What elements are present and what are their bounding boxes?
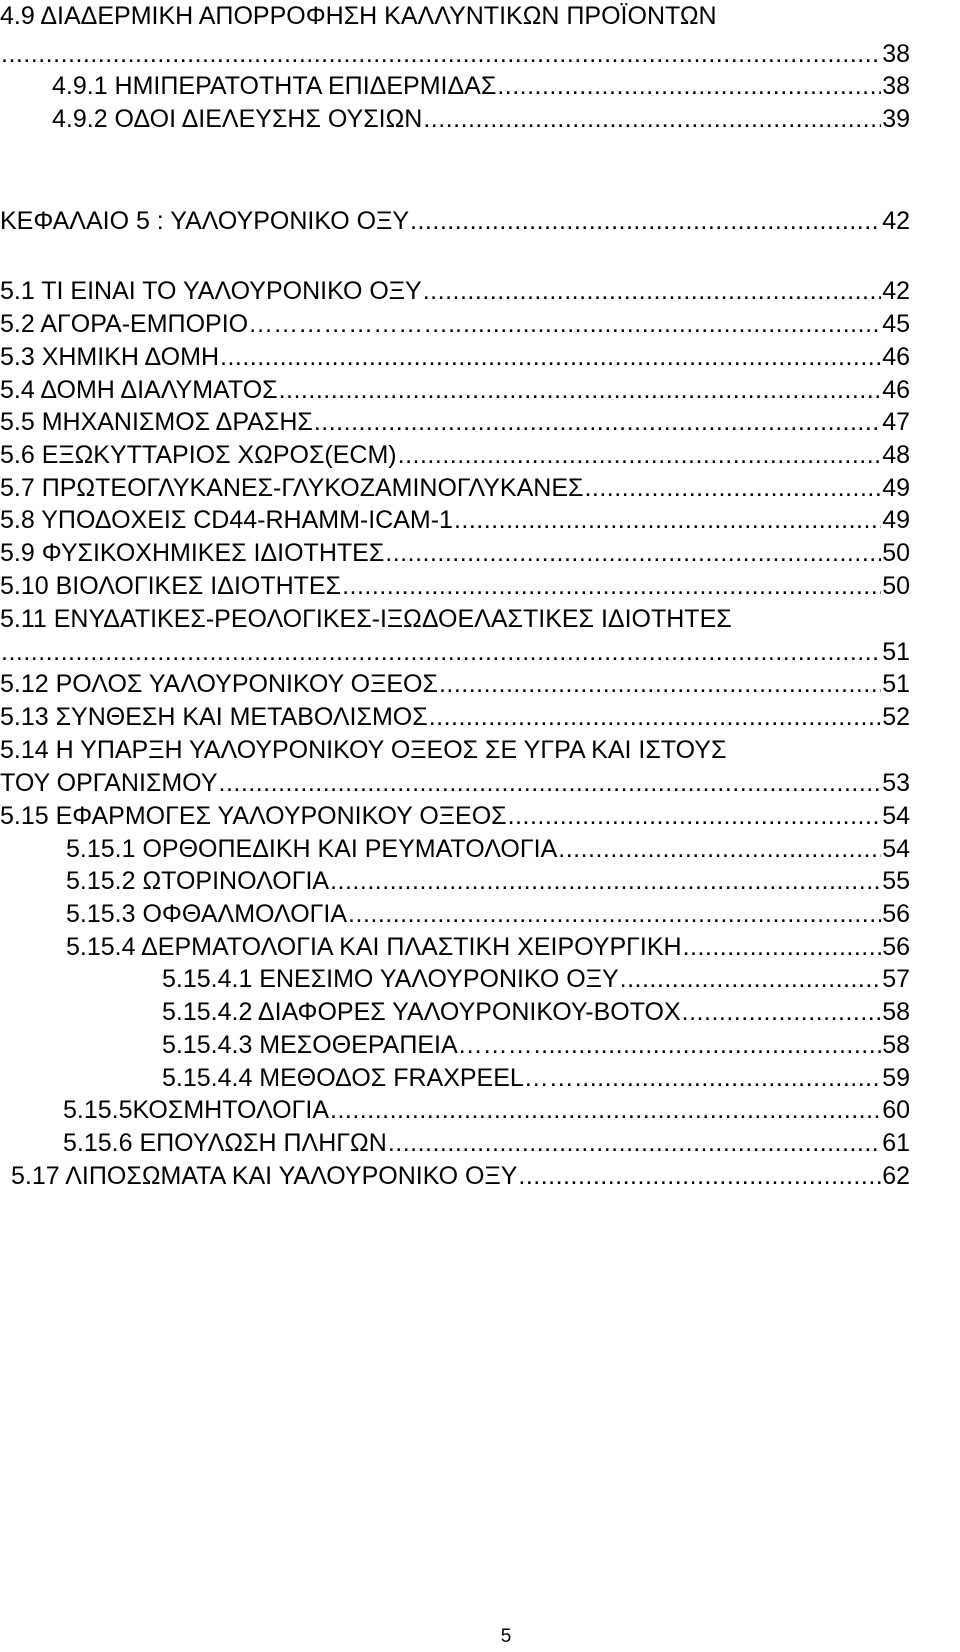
toc-entry[interactable] xyxy=(0,205,910,237)
toc-entry-title: 5.15.2 ΩΤΟΡΙΝΟΛΟΓΙΑ xyxy=(66,867,330,895)
toc-page-number: 48 xyxy=(882,441,910,469)
toc-page-number: 54 xyxy=(882,835,910,863)
toc-entry-title: 5.5 ΜΗΧΑΝΙΣΜΟΣ ΔΡΑΣΗΣ xyxy=(0,408,313,436)
toc-page-number: 42 xyxy=(882,277,910,305)
leader-dots xyxy=(220,341,881,373)
toc-entry[interactable] xyxy=(162,1029,910,1061)
toc-entry-title: 5.1 ΤΙ ΕΙΝΑΙ ΤΟ ΥΑΛΟΥΡΟΝΙΚΟ ΟΞΥ xyxy=(0,277,422,305)
toc-page-number: 58 xyxy=(882,1031,910,1059)
toc-page-number: 46 xyxy=(882,343,910,371)
toc-entry[interactable] xyxy=(63,1094,910,1126)
toc-page-number: 47 xyxy=(882,408,910,436)
toc-entry-title: 5.15.4.4 ΜΕΘΟΔΟΣ FRAXPEEL…… xyxy=(162,1064,574,1092)
leader-dots xyxy=(330,1094,881,1126)
toc-page-number: 46 xyxy=(882,376,910,404)
toc-page-number: 38 xyxy=(882,40,910,68)
toc-page-number: 50 xyxy=(882,572,910,600)
toc-entry[interactable] xyxy=(0,701,910,733)
toc-entry-title: 5.2 ΑΓΟΡΑ-ΕΜΠΟΡΙΟ…………………….. xyxy=(0,310,462,338)
leader-dots xyxy=(423,275,881,307)
leader-dots xyxy=(575,1062,881,1094)
page-footer-number: 5 xyxy=(500,1626,512,1647)
toc-entry-title: ΚΕΦΑΛΑΙΟ 5 : ΥΑΛΟΥΡΟΝΙΚΟ ΟΞΥ xyxy=(0,207,410,235)
toc-entry[interactable] xyxy=(0,570,910,602)
toc-entry-title: 5.17 ΛΙΠΟΣΩΜΑΤΑ ΚΑΙ ΥΑΛΟΥΡΟΝΙΚΟ ΟΞΥ xyxy=(11,1162,518,1190)
leader-dots xyxy=(508,800,882,832)
leader-dots xyxy=(429,701,882,733)
leader-dots xyxy=(342,570,881,602)
leader-dots xyxy=(682,996,882,1028)
toc-page-number: 57 xyxy=(882,965,910,993)
leader-dots xyxy=(219,767,882,799)
toc-page-number: 56 xyxy=(882,933,910,961)
toc-page-number: 42 xyxy=(882,207,910,235)
toc-page-number: 56 xyxy=(882,900,910,928)
toc-entry-title: 4.9.1 ΗΜΙΠΕΡΑΤΟΤΗΤΑ ΕΠΙΔΕΡΜΙΔΑΣ xyxy=(52,72,497,100)
leader-dots xyxy=(439,668,881,700)
toc-entry-title: 5.9 ΦΥΣΙΚΟΧΗΜΙΚΕΣ ΙΔΙΟΤΗΤΕΣ xyxy=(0,539,385,567)
leader-dots xyxy=(385,537,881,569)
leader-dots xyxy=(348,898,881,930)
leader-dots xyxy=(388,1127,881,1159)
toc-page-number: 50 xyxy=(882,539,910,567)
toc-entry[interactable] xyxy=(0,767,910,799)
toc-entry[interactable] xyxy=(0,341,910,373)
toc-entry[interactable] xyxy=(162,1062,910,1094)
toc-entry-title: 5.7 ΠΡΩΤΕΟΓΛΥΚΑΝΕΣ-ΓΛΥΚΟΖΑΜΙΝΟΓΛΥΚΑΝΕΣ xyxy=(0,474,584,502)
leader-dots xyxy=(410,205,881,237)
toc-entry-title: 5.11 ΕΝΥΔΑΤΙΚΕΣ-ΡΕΟΛΟΓΙΚΕΣ-ΙΞΩΔΟΕΛΑΣΤΙΚΕΣ ΙΔΙΟΤΗΤΕΣ xyxy=(0,605,732,633)
toc-entry-title: 5.15.6 ΕΠΟΥΛΩΣΗ ΠΛΗΓΩΝ xyxy=(63,1129,387,1157)
toc-entry-title: 5.10 ΒΙΟΛΟΓΙΚΕΣ ΙΔΙΟΤΗΤΕΣ xyxy=(0,572,342,600)
toc-entry[interactable] xyxy=(0,636,910,668)
toc-page-number: 49 xyxy=(882,506,910,534)
leader-dots xyxy=(584,472,881,504)
leader-dots xyxy=(423,103,881,135)
toc-entry[interactable] xyxy=(63,1127,910,1159)
toc-page-number: 51 xyxy=(882,638,910,666)
toc-page-number: 38 xyxy=(882,72,910,100)
toc-entry-title-continued: ΤΟΥ ΟΡΓΑΝΙΣΜΟΥ xyxy=(0,769,218,797)
toc-entry[interactable] xyxy=(52,70,910,102)
toc-entry[interactable] xyxy=(0,537,910,569)
toc-page-number: 53 xyxy=(882,769,910,797)
toc-entry-title: 5.15.3 ΟΦΘΑΛΜΟΛΟΓΙΑ xyxy=(66,900,348,928)
toc-entry[interactable] xyxy=(0,800,910,832)
toc-page-number: 54 xyxy=(882,802,910,830)
toc-page-number: 45 xyxy=(882,310,910,338)
leader-dots xyxy=(620,963,882,995)
toc-entry[interactable] xyxy=(66,898,910,930)
leader-dots xyxy=(1,636,881,668)
toc-page-number: 55 xyxy=(882,867,910,895)
toc-entry[interactable] xyxy=(162,996,910,1028)
toc-entry-title: 5.12 ΡΟΛΟΣ ΥΑΛΟΥΡΟΝΙΚΟΥ ΟΞΕΟΣ xyxy=(0,670,438,698)
toc-entry-title: 5.15.4.3 ΜΕΣΟΘΕΡΑΠΕΙΑ……… xyxy=(162,1031,533,1059)
toc-entry[interactable] xyxy=(162,963,910,995)
leader-dots xyxy=(279,374,882,406)
leader-dots xyxy=(330,865,881,897)
leader-dots xyxy=(463,308,881,340)
toc-entry[interactable] xyxy=(11,1160,910,1192)
toc-entry[interactable] xyxy=(52,103,910,135)
toc-entry-title: 5.14 Η ΥΠΑΡΞΗ ΥΑΛΟΥΡΟΝΙΚΟΥ ΟΞΕΟΣ ΣΕ ΥΓΡΑ ΚΑΙ ΙΣΤΟΥΣ xyxy=(0,736,727,764)
leader-dots xyxy=(454,504,881,536)
toc-page-number: 62 xyxy=(882,1162,910,1190)
toc-entry[interactable] xyxy=(0,374,910,406)
toc-entry-title: 5.15.5ΚΟΣΜΗΤΟΛΟΓΙΑ xyxy=(63,1096,330,1124)
toc-entry-title: 5.15.1 ΟΡΘΟΠΕΔΙΚΗ ΚΑΙ ΡΕΥΜΑΤΟΛΟΓΙΑ xyxy=(66,835,558,863)
toc-entry[interactable] xyxy=(0,38,910,70)
toc-page-number: 49 xyxy=(882,474,910,502)
toc-entry[interactable] xyxy=(0,275,910,307)
toc-entry[interactable] xyxy=(0,439,910,471)
toc-entry-title: 5.15.4.1 ΕΝΕΣΙΜΟ ΥΑΛΟΥΡΟΝΙΚΟ ΟΞΥ xyxy=(162,965,619,993)
toc-entry[interactable] xyxy=(0,472,910,504)
toc-page-number: 59 xyxy=(882,1064,910,1092)
toc-page-number: 61 xyxy=(882,1129,910,1157)
toc-entry[interactable] xyxy=(66,865,910,897)
toc-entry-title: 5.4 ΔΟΜΗ ΔΙΑΛΥΜΑΤΟΣ xyxy=(0,376,278,404)
leader-dots xyxy=(314,406,881,438)
toc-entry[interactable] xyxy=(0,668,910,700)
toc-entry-title: 4.9.2 ΟΔΟΙ ΔΙΕΛΕΥΣΗΣ ΟΥΣΙΩΝ xyxy=(52,105,423,133)
toc-entry[interactable] xyxy=(0,406,910,438)
toc-entry-title: 5.15.4.2 ΔΙΑΦΟΡΕΣ ΥΑΛΟΥΡΟΝΙΚΟΥ-BOTOX xyxy=(162,998,681,1026)
toc-entry-title: 5.6 ΕΞΩΚΥΤΤΑΡΙΟΣ ΧΩΡΟΣ(ECM) xyxy=(0,441,397,469)
toc-entry[interactable] xyxy=(0,504,910,536)
toc-entry-title: 5.15.4 ΔΕΡΜΑΤΟΛΟΓΙΑ ΚΑΙ ΠΛΑΣΤΙΚΗ ΧΕΙΡΟΥΡΓΙΚΗ xyxy=(66,933,682,961)
toc-entry[interactable] xyxy=(0,308,910,340)
toc-entry-title: 5.15 ΕΦΑΡΜΟΓΕΣ ΥΑΛΟΥΡΟΝΙΚΟΥ ΟΞΕΟΣ xyxy=(0,802,507,830)
toc-page-number: 52 xyxy=(882,703,910,731)
leader-dots xyxy=(398,439,882,471)
leader-dots xyxy=(683,931,882,963)
toc-page-number: 39 xyxy=(882,105,910,133)
leader-dots xyxy=(534,1029,882,1061)
toc-page-number: 58 xyxy=(882,998,910,1026)
leader-dots xyxy=(497,70,881,102)
leader-dots xyxy=(558,833,881,865)
leader-dots xyxy=(1,38,881,70)
toc-entry-title: 4.9 ΔΙΑΔΕΡΜΙΚΗ ΑΠΟΡΡΟΦΗΣΗ ΚΑΛΛΥΝΤΙΚΩΝ ΠΡΟΪΟΝΤΩΝ xyxy=(0,2,717,30)
toc-entry-title: 5.8 ΥΠΟΔΟΧΕΙΣ CD44-RHAMM-ICAM-1 xyxy=(0,506,453,534)
toc-page-number: 60 xyxy=(882,1096,910,1124)
toc-entry[interactable] xyxy=(66,931,910,963)
toc-entry[interactable] xyxy=(66,833,910,865)
toc-entry-title: 5.3 ΧΗΜΙΚΗ ΔΟΜΗ xyxy=(0,343,219,371)
leader-dots xyxy=(518,1160,881,1192)
toc-entry-title: 5.13 ΣΥΝΘΕΣΗ ΚΑΙ ΜΕΤΑΒΟΛΙΣΜΟΣ xyxy=(0,703,428,731)
toc-page-number: 51 xyxy=(882,670,910,698)
